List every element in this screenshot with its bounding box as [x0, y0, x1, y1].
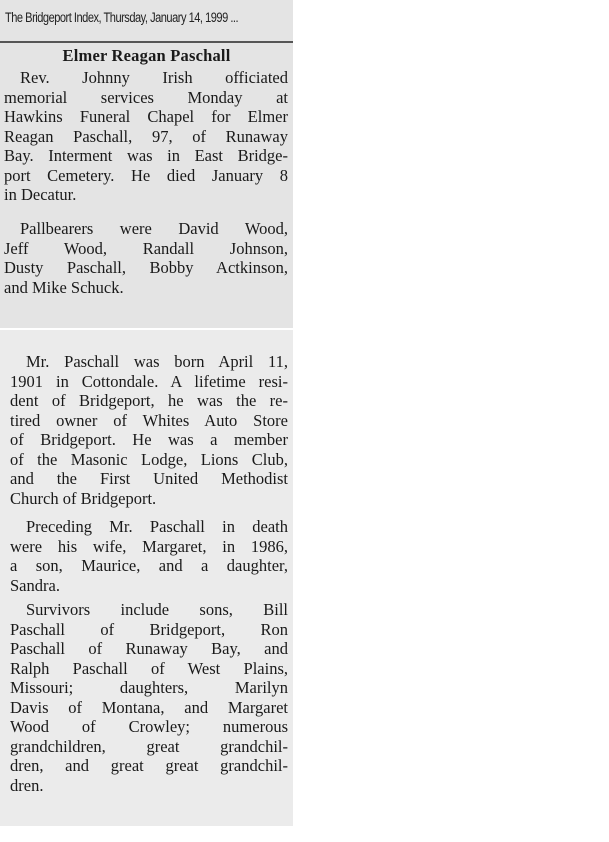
text-line: Paschall of Bridgeport, Ron [10, 619, 288, 639]
text-line: dren, and great great grandchil- [10, 756, 288, 775]
text-line: grandchildren, great grandchil- [10, 736, 288, 756]
text-line: and Mike Schuck. [4, 277, 124, 297]
paragraph-services [4, 68, 288, 205]
text-line: a son, Maurice, and a daughter, [10, 556, 288, 575]
paragraph-survivors [10, 600, 288, 795]
paragraph-biography [10, 352, 288, 508]
text-line: Davis of Montana, and Margaret [10, 697, 288, 717]
masthead-rule [0, 41, 293, 43]
obituary-clipping-top [0, 0, 293, 328]
text-line: dent of Bridgeport, he was the re- [10, 391, 288, 410]
paragraph-preceded [10, 517, 288, 595]
text-line: Rev. Johnny Irish officiated [20, 68, 288, 87]
text-line: Survivors include sons, Bill [26, 600, 288, 619]
text-line: Hawkins Funeral Chapel for Elmer [4, 107, 288, 126]
text-line: Sandra. [10, 575, 60, 595]
text-line: and the First United Methodist [10, 469, 288, 488]
paragraph-pallbearers [4, 219, 288, 297]
text-line: of Bridgeport. He was a member [10, 430, 288, 449]
text-line: Ralph Paschall of West Plains, [10, 658, 288, 678]
text-line: Dusty Paschall, Bobby Actkinson, [4, 258, 288, 277]
text-line: tired owner of Whites Auto Store [10, 410, 288, 430]
text-line: port Cemetery. He died January 8 [4, 165, 288, 185]
text-line: Reagan Paschall, 97, of Runaway [4, 126, 288, 146]
text-line: were his wife, Margaret, in 1986, [10, 536, 288, 556]
text-line: in Decatur. [4, 185, 77, 204]
obituary-clipping-bottom [0, 330, 293, 826]
text-line: Preceding Mr. Paschall in death [26, 517, 288, 536]
text-line: of the Masonic Lodge, Lions Club, [10, 449, 288, 469]
obituary-headline: Elmer Reagan Paschall [62, 46, 231, 65]
newspaper-masthead: The Bridgeport Index, Thursday, January 14, 1999 ... [5, 10, 239, 25]
text-line: Bay. Interment was in East Bridge- [4, 146, 288, 165]
text-line: 1901 in Cottondale. A lifetime resi- [10, 371, 288, 391]
text-line: Church of Bridgeport. [10, 488, 157, 508]
text-line: dren. [10, 775, 44, 795]
text-line: Mr. Paschall was born April 11, [26, 352, 288, 371]
text-line: Pallbearers were David Wood, [20, 219, 288, 238]
text-line: Wood of Crowley; numerous [10, 717, 288, 736]
text-line: Paschall of Runaway Bay, and [10, 639, 288, 658]
text-line: Missouri; daughters, Marilyn [10, 678, 288, 697]
text-line: memorial services Monday at [4, 87, 288, 107]
text-line: Jeff Wood, Randall Johnson, [4, 238, 288, 258]
